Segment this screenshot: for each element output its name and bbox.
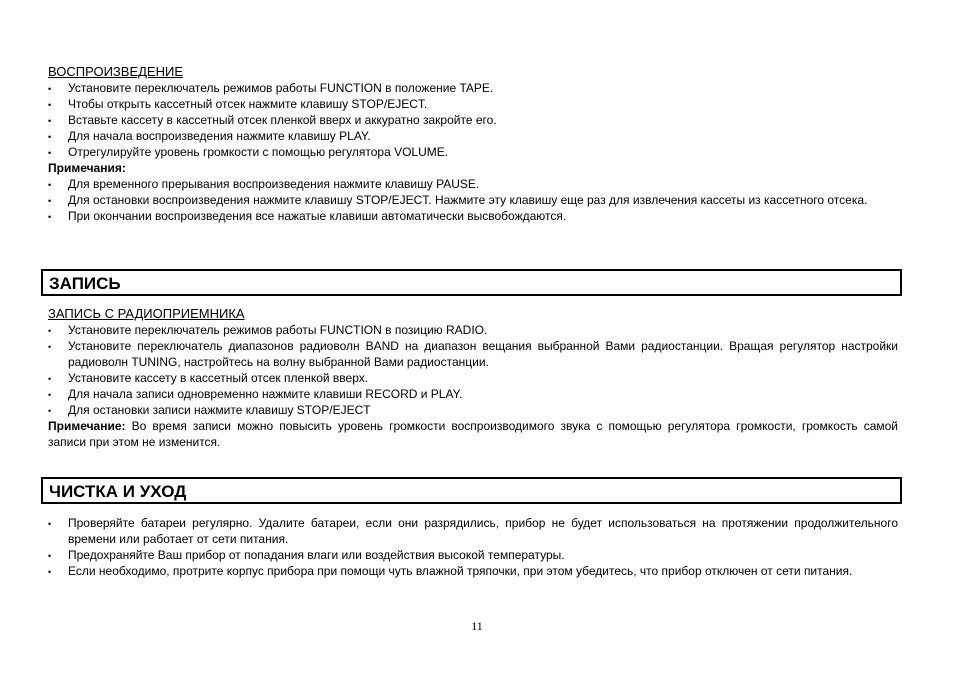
recording-note-label: Примечание:	[48, 419, 126, 433]
bullet-icon: •	[48, 374, 52, 384]
playback-block	[48, 64, 898, 224]
recording-sub-title: ЗАПИСЬ С РАДИОПРИЕМНИКА	[48, 306, 245, 321]
bullet-icon: •	[48, 180, 52, 190]
bullet-icon: •	[48, 326, 52, 336]
list-item: • Для начала записи одновременно нажмите клавиши RECORD и PLAY.	[48, 386, 898, 402]
recording-list	[48, 322, 898, 418]
bullet-icon: •	[48, 342, 52, 352]
care-section-header	[41, 477, 902, 504]
care-section-title: ЧИСТКА И УХОД	[49, 482, 187, 501]
list-item: • Предохраняйте Ваш прибор от попадания влаги или воздействия высокой температуры.	[48, 547, 898, 563]
bullet-icon: •	[48, 116, 52, 126]
recording-section-title: ЗАПИСЬ	[49, 274, 121, 293]
list-item: • Для остановки воспроизведения нажмите клавишу STOP/EJECT. Нажмите эту клавишу еще раз для извлечения кассеты из кассетного отсека.	[48, 192, 898, 208]
playback-list	[48, 80, 898, 160]
list-item: • Установите переключатель режимов работы FUNCTION в позицию RADIO.	[48, 322, 898, 338]
list-item: • Чтобы открыть кассетный отсек нажмите клавишу STOP/EJECT.	[48, 96, 898, 112]
recording-section-header	[41, 269, 902, 296]
list-item: • Вставьте кассету в кассетный отсек пленкой вверх и аккуратно закройте его.	[48, 112, 898, 128]
page-number: 11	[471, 619, 483, 633]
bullet-icon: •	[48, 551, 52, 561]
recording-note-text: Во время записи можно повысить уровень громкости воспроизводимого звука с помощью регулятора громкости, громкость самой записи при этом не изменится.	[48, 419, 898, 449]
bullet-icon: •	[48, 406, 52, 416]
list-item: • Установите кассету в кассетный отсек пленкой вверх.	[48, 370, 898, 386]
care-block	[48, 515, 898, 579]
bullet-icon: •	[48, 84, 52, 94]
notes-title: Примечания:	[48, 161, 126, 175]
list-item: • Для остановки записи нажмите клавишу STOP/EJECT	[48, 402, 898, 418]
bullet-icon: •	[48, 519, 52, 529]
bullet-icon: •	[48, 132, 52, 142]
care-list	[48, 515, 898, 579]
notes-list	[48, 176, 898, 224]
list-item: • Проверяйте батареи регулярно. Удалите батареи, если они разрядились, прибор не будет использоваться на протяжении продолжительного времени или работает от сети питания.	[48, 516, 898, 546]
bullet-icon: •	[48, 212, 52, 222]
list-item: • Для начала воспроизведения нажмите клавишу PLAY.	[48, 128, 898, 144]
bullet-icon: •	[48, 100, 52, 110]
bullet-icon: •	[48, 567, 52, 577]
list-item: • Установите переключатель режимов работы FUNCTION в положение TAPE.	[48, 80, 898, 96]
list-item: • При окончании воспроизведения все нажатые клавиши автоматически высвобождаются.	[48, 208, 898, 224]
bullet-icon: •	[48, 148, 52, 158]
recording-block	[48, 306, 898, 450]
list-item: • Отрегулируйте уровень громкости с помощью регулятора VOLUME.	[48, 144, 898, 160]
list-item: • Для временного прерывания воспроизведения нажмите клавишу PAUSE.	[48, 176, 898, 192]
bullet-icon: •	[48, 390, 52, 400]
recording-note	[48, 418, 898, 450]
list-item: • Установите переключатель диапазонов радиоволн BAND на диапазон вещания выбранной Вами радиостанции. Вращая регулятор настройки радиоволн TUNING, настройтесь на волну выбранной Вами радиостанции.	[48, 339, 898, 369]
playback-title: ВОСПРОИЗВЕДЕНИЕ	[48, 64, 183, 79]
list-item: • Если необходимо, протрите корпус прибора при помощи чуть влажной тряпочки, при этом убедитесь, что прибор отключен от сети питания.	[48, 563, 898, 579]
bullet-icon: •	[48, 196, 52, 206]
